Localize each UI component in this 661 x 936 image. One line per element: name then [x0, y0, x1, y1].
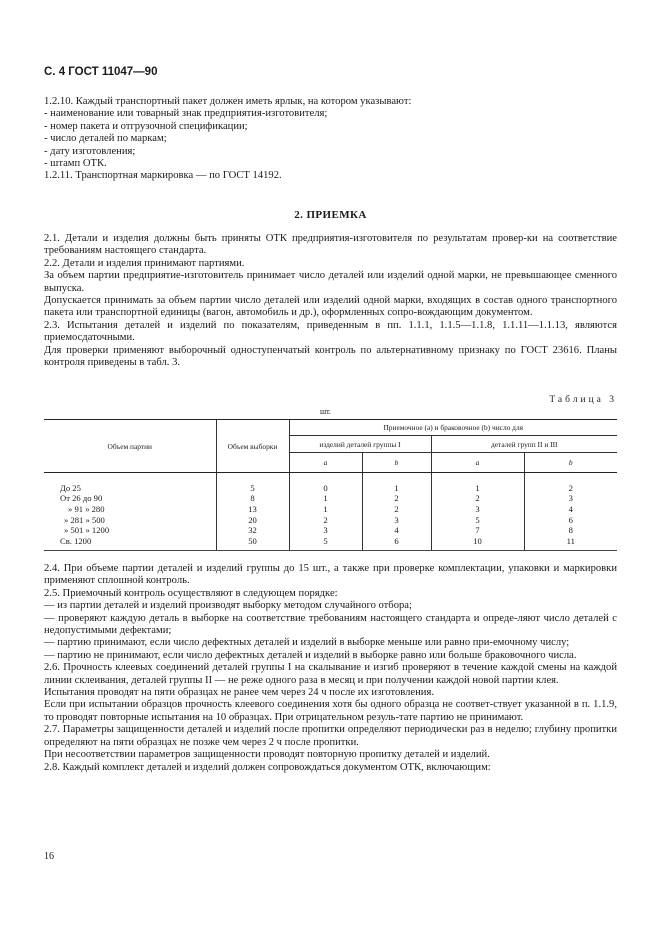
header-groups-2-3: деталей групп II и III: [431, 436, 617, 453]
header-reject-g1: b: [362, 453, 431, 473]
cell-accept-g23: 3: [431, 504, 524, 515]
cell-reject-g23: 2: [568, 482, 573, 493]
paragraph: За объем партии предприятие-изготовитель принимает число деталей или изделий одной марки, не превышающее сменного выпуска.: [44, 270, 617, 294]
cell-reject-g23: 3: [568, 493, 573, 504]
list-item: - наименование или товарный знак предприятия-изготовителя;: [44, 108, 328, 120]
cell-reject-g23: 4: [568, 503, 573, 514]
cell-sample: 32: [216, 525, 289, 536]
control-clauses: [44, 563, 617, 774]
header-accept-g1: a: [289, 453, 362, 473]
table-row: [44, 515, 617, 526]
table-row: [44, 493, 617, 504]
cell-lot: » 281 » 500: [44, 515, 216, 526]
table-row: [44, 504, 617, 515]
list-item: — из партии деталей и изделий производят выборку методом случайного отбора;: [44, 600, 412, 612]
list-item: - дату изготовления;: [44, 145, 136, 157]
cell-accept-g1: 5: [289, 536, 362, 550]
cell-lot: » 91 » 280: [44, 504, 216, 515]
cell-sample: 50: [216, 536, 289, 550]
list-item: — проверяют каждую деталь в выборке на соответствие требованиям настоящего стандарта и опреде-ляют число деталей с недопустимыми дефектами;: [44, 612, 617, 637]
paragraph: 2.2. Детали и изделия принимают партиями.: [44, 257, 245, 269]
cell-lot: До 25: [44, 483, 216, 494]
paragraph: Если при испытании образцов прочность клеевого соединения хотя бы одного образца не соответ-ствует указанной в п. 1.1.9, то проводят повторные испытания на 10 образцах. При отрицательном резуль-тате партию не принимают.: [44, 699, 617, 723]
table-caption: Таблица 3: [549, 395, 617, 405]
cell-lot: Св. 1200: [44, 536, 216, 550]
cell-sample: 20: [216, 515, 289, 526]
cell-accept-g1: 2: [289, 515, 362, 526]
cell-accept-g1: 1: [289, 504, 362, 515]
paragraph: 2.7. Параметры защищенности деталей и изделий после пропитки определяют периодически раз в неделю; глубину пропитки определяют на пяти образцах не позже чем через 2 ч после пропитки.: [44, 724, 617, 748]
section-title: 2. ПРИЕМКА: [294, 209, 367, 221]
paragraph: 2.5. Приемочный контроль осуществляют в следующем порядке:: [44, 587, 338, 599]
cell-sample: 5: [216, 483, 289, 494]
header-accept-reject: Приемочное (а) и браковочное (b) число для: [289, 420, 617, 436]
cell-reject-g1: 2: [362, 493, 431, 504]
cell-accept-g1: 3: [289, 525, 362, 536]
cell-accept-g23: 1: [431, 483, 524, 494]
header-lot-size: Объем партии: [44, 420, 216, 473]
cell-accept-g23: 5: [431, 515, 524, 526]
list-item: - номер пакета и отгрузочной спецификации;: [44, 120, 248, 132]
paragraph: 2.6. Прочность клеевых соединений деталей группы I на скалывание и изгиб проверяют в течение каждой смены на каждой линии склеивания, деталей группы II — не реже одного раза в месяц и при получении каждой новой партии клея.: [44, 662, 617, 686]
cell-reject-g1: 6: [362, 536, 431, 550]
page-header: С. 4 ГОСТ 11047—90: [44, 66, 158, 78]
cell-reject-g1: 3: [362, 515, 431, 526]
table-row: [44, 483, 617, 494]
cell-reject-g1: 1: [362, 483, 431, 494]
paragraph: Испытания проводят на пяти образцах не ранее чем через 24 ч после их изготовления.: [44, 687, 434, 699]
cell-sample: 13: [216, 504, 289, 515]
cell-lot: » 501 » 1200: [44, 525, 216, 536]
header-group-1: изделий деталей группы I: [289, 436, 431, 453]
cell-accept-g23: 10: [431, 536, 524, 550]
header-reject-g23: b: [524, 453, 617, 473]
list-item: — партию не принимают, если число дефектных деталей и изделий в выборке равно или больше браковочного числа.: [44, 649, 577, 661]
sampling-plan-table: [44, 419, 617, 551]
paragraph: 2.4. При объеме партии деталей и изделий группы до 15 шт., а также при проверке комплектации, упаковки и маркировки применяют сплошной контроль.: [44, 563, 617, 587]
list-item: — партию принимают, если число дефектных деталей и изделий в выборке меньше или равно при-емочному числу;: [44, 637, 570, 649]
header-sample-size: Объем выборки: [216, 420, 289, 473]
cell-reject-g23: 8: [568, 525, 573, 536]
cell-reject-g1: 4: [362, 525, 431, 536]
table-row: [44, 525, 617, 536]
paragraph: Допускается принимать за объем партии число деталей или изделий одной марки, входящих в состав одного транспортного пакета или транспортной единицы (вагон, автомобиль и др.), оформленных сопро-вождающим документом.: [44, 295, 617, 319]
marking-clauses: [44, 96, 617, 183]
paragraph: Для проверки применяют выборочный одноступенчатый контроль по альтернативному признаку по ГОСТ 23616. Планы контроля приведены в табл. 3.: [44, 344, 617, 369]
table-unit: шт.: [320, 407, 332, 416]
cell-reject-g23: 6: [568, 514, 573, 525]
paragraph: 1.2.10. Каждый транспортный пакет должен иметь ярлык, на котором указывают:: [44, 96, 412, 107]
list-item: - штамп ОТК.: [44, 158, 107, 170]
cell-accept-g1: 0: [289, 483, 362, 494]
cell-accept-g1: 1: [289, 493, 362, 504]
page-number: 16: [44, 851, 54, 862]
acceptance-clauses: [44, 233, 617, 369]
cell-reject-g23: 11: [524, 536, 617, 550]
header-accept-g23: a: [431, 453, 524, 473]
table-row: [44, 536, 617, 550]
cell-sample: 8: [216, 493, 289, 504]
cell-lot: От 26 до 90: [44, 493, 216, 504]
cell-accept-g23: 2: [431, 493, 524, 504]
list-item: - число деталей по маркам;: [44, 133, 167, 145]
paragraph: 2.3. Испытания деталей и изделий по показателям, приведенным в пп. 1.1.1, 1.1.5—1.1.8, 1.1.11—1.1.13, являются приемосдаточными.: [44, 319, 617, 344]
paragraph: При несоответствии параметров защищенности проводят повторную пропитку деталей и изделий.: [44, 749, 490, 761]
cell-reject-g1: 2: [362, 504, 431, 515]
paragraph: 1.2.11. Транспортная маркировка — по ГОСТ 14192.: [44, 170, 282, 182]
paragraph: 2.1. Детали и изделия должны быть приняты ОТК предприятия-изготовителя по результатам провер-ки на соответствие требованиям настоящего стандарта.: [44, 233, 617, 257]
cell-accept-g23: 7: [431, 525, 524, 536]
paragraph: 2.8. Каждый комплект деталей и изделий должен сопровождаться документом ОТК, включающим:: [44, 761, 491, 773]
